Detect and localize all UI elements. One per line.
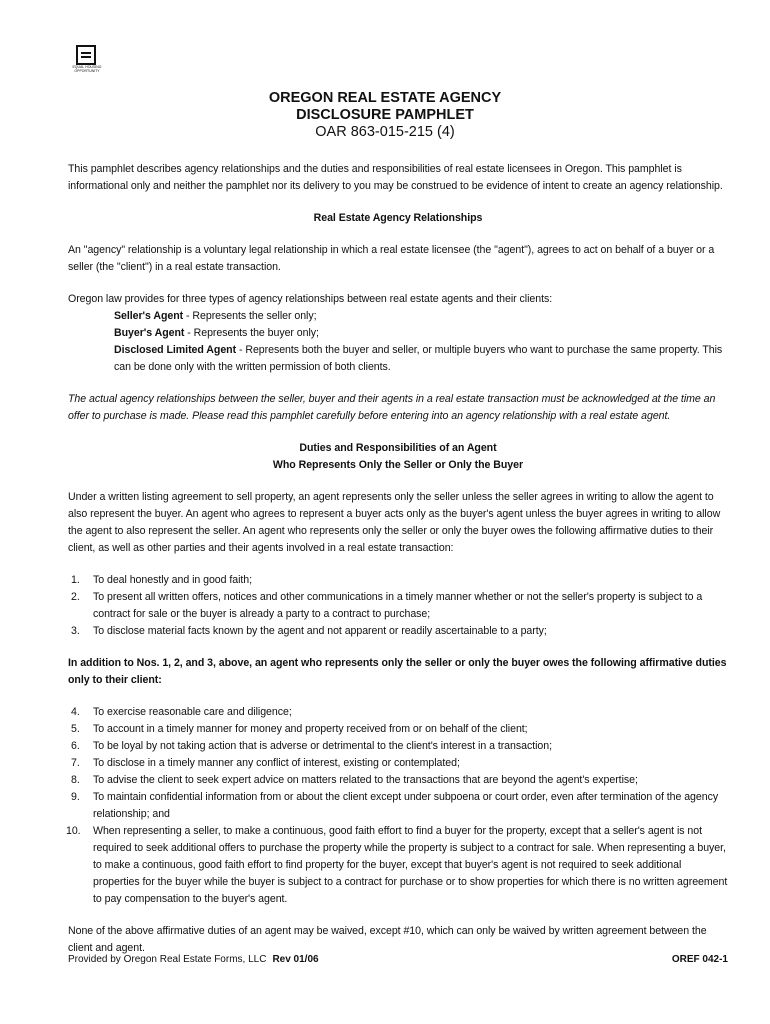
- list-item-text: To disclose material facts known by the agent and not apparent or readily ascertainable to a party;: [93, 625, 547, 637]
- waiver-paragraph: None of the above affirmative duties of an agent may be waived, except #10, which can only be waived by written agreement between the client and agent.: [68, 925, 707, 954]
- list-item-number: 4.: [71, 706, 80, 718]
- italic-note: The actual agency relationships between the seller, buyer and their agents in a real estate transaction must be acknowledged at the time an offer to purchase is made. Please read this pamphlet carefully before entering into an agency relationship with a real estate agent.: [68, 393, 716, 422]
- list-item: [68, 789, 728, 823]
- agency-type-desc: - Represents both the buyer and seller, or multiple buyers who want to purchase the same property. This can be done only with the written permission of both clients.: [114, 344, 723, 373]
- list-item-text: To present all written offers, notices and other communications in a timely manner whether or not the seller's property is subject to a contract for sale or the buyer is already a party to a contract to purchase;: [93, 591, 703, 620]
- list-item: [68, 823, 728, 908]
- list-item: [68, 772, 728, 789]
- list-item-text: To be loyal by not taking action that is adverse or detrimental to the client's interest in a transaction;: [93, 740, 552, 752]
- footer-form-id: OREF 042-1: [671, 954, 728, 965]
- list-item-number: 10.: [66, 825, 81, 837]
- equal-housing-text: EQUAL HOUSING OPPORTUNITY: [72, 65, 102, 73]
- agency-types-list: [68, 308, 728, 376]
- duties-heading-2: Who Represents Only the Seller or Only the Buyer: [272, 459, 524, 471]
- relationships-heading: Real Estate Agency Relationships: [313, 212, 483, 224]
- agency-type-name: Seller's Agent: [114, 310, 184, 322]
- agency-type-item: [114, 308, 728, 325]
- agency-type-desc: - Represents the buyer only;: [184, 327, 319, 339]
- list-item-text: When representing a seller, to make a continuous, good faith effort to find a buyer for the property, except that a seller's agent is not required to seek additional offers to purchase the property while the property is subject to a contract for sale. When representing a buyer, to make a continuous, good faith effort to find property for the buyer, except that buyer's agent is not required to seek additional properties for the buyer while the buyer is subject to a contract for purchase or to show properties for which there is no written agreement to pay compensation to the buyer's agent.: [93, 825, 728, 905]
- list-item-number: 5.: [71, 723, 80, 735]
- duties-list-1: [68, 572, 728, 640]
- list-item-text: To maintain confidential information from or about the client except under subpoena or court order, even after termination of the agency relationship; and: [93, 791, 719, 820]
- list-item-number: 6.: [71, 740, 80, 752]
- list-item: [68, 755, 728, 772]
- duties-list-2: [68, 704, 728, 908]
- list-item-text: To disclose in a timely manner any conflict of interest, existing or contemplated;: [93, 757, 460, 769]
- list-item-number: 3.: [71, 625, 80, 637]
- addition-paragraph: In addition to Nos. 1, 2, and 3, above, an agent who represents only the seller or only the buyer owes the following affirmative duties only to their client:: [68, 657, 727, 686]
- list-item-number: 9.: [71, 791, 80, 803]
- list-item-text: To deal honestly and in good faith;: [93, 574, 253, 586]
- title-line-1: OREGON REAL ESTATE AGENCY: [268, 90, 502, 106]
- list-item: [68, 704, 728, 721]
- agency-type-name: Disclosed Limited Agent: [114, 344, 237, 356]
- list-item-number: 2.: [71, 591, 80, 603]
- document-title: [0, 90, 770, 141]
- listing-agreement-paragraph: Under a written listing agreement to sell property, an agent represents only the seller unless the seller agrees in writing to allow the agent to also represent the buyer. An agent who agrees to represent a buyer acts only as the buyer's agent unless the buyer agrees in writing to allow the agent to also represent the seller. An agent who represents only the seller or only the buyer owes the following affirmative duties to their client, as well as other parties and their agents involved in a real estate transaction:: [68, 491, 721, 554]
- agency-definition-paragraph: An "agency" relationship is a voluntary legal relationship in which a real estate licensee (the "agent"), agrees to act on behalf of a buyer or a seller (the "client") in a real estate transaction.: [68, 244, 715, 273]
- list-item-text: To advise the client to seek expert advice on matters related to the transactions that are beyond the agent's expertise;: [93, 774, 638, 786]
- agency-type-name: Buyer's Agent: [114, 327, 185, 339]
- title-line-3: OAR 863-015-215 (4): [315, 124, 455, 140]
- equal-housing-icon: [76, 45, 96, 65]
- duties-heading-1: Duties and Responsibilities of an Agent: [299, 442, 497, 454]
- title-line-2: DISCLOSURE PAMPHLET: [296, 107, 474, 123]
- list-item: [68, 738, 728, 755]
- footer-revision: Rev 01/06: [272, 954, 319, 965]
- footer-provided-by: Provided by Oregon Real Estate Forms, LLC: [68, 954, 267, 965]
- list-item: [68, 721, 728, 738]
- list-item-number: 7.: [71, 757, 80, 769]
- list-item: [68, 589, 728, 623]
- agency-type-item: [114, 342, 728, 376]
- intro-paragraph: This pamphlet describes agency relationships and the duties and responsibilities of real estate licensees in Oregon. This pamphlet is informational only and neither the pamphlet nor its delivery to you may be construed to be evidence of intent to create an agency relationship.: [68, 163, 723, 192]
- list-item: [68, 572, 728, 589]
- list-item: [68, 623, 728, 640]
- equal-housing-logo: [72, 45, 102, 75]
- footer-provider: [68, 953, 319, 967]
- list-item-number: 1.: [71, 574, 80, 586]
- list-item-text: To account in a timely manner for money and property received from or on behalf of the client;: [93, 723, 528, 735]
- list-item-number: 8.: [71, 774, 80, 786]
- agency-type-item: [114, 325, 728, 342]
- agency-type-desc: - Represents the seller only;: [183, 310, 317, 322]
- list-item-text: To exercise reasonable care and diligence;: [93, 706, 292, 718]
- document-body: [68, 161, 728, 957]
- agency-types-intro: Oregon law provides for three types of agency relationships between real estate agents and their clients:: [68, 293, 553, 305]
